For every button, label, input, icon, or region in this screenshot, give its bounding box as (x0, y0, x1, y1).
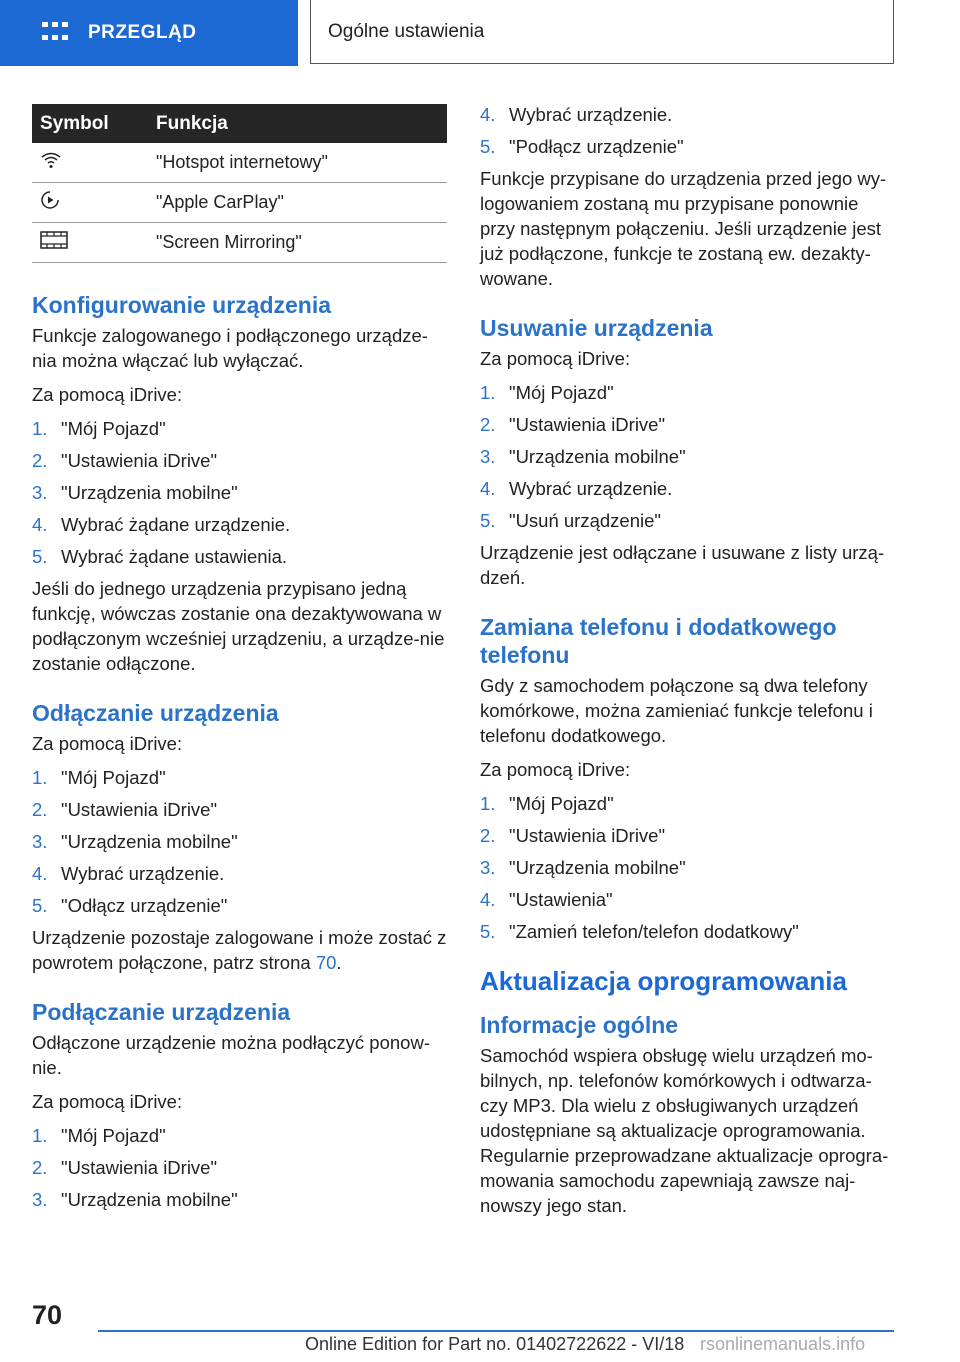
list-item: 4. Wybrać urządzenie. (480, 478, 673, 499)
paragraph: Samochód wspiera obsługę wielu urządzeń mo-bilnych, np. telefonów komórkowych i odtwarza-czy MP3. Dla wielu z obsługiwanych urządzeń udostępniane są aktualizacje oprogramowania. Regularnie przeprowadzane aktualizacje oprogra-mowania samochodu zapewniają zawsze naj-nowszy jego stan. (480, 1045, 889, 1216)
paragraph: Za pomocą iDrive: (32, 733, 183, 754)
heading-disconnect-device: Odłączanie urządzenia (32, 700, 279, 726)
paragraph: Funkcje przypisane do urządzenia przed jego wy-logowaniem zostaną mu przypisane ponownie przy następnym połączeniu. Jeśli urządzenie jest już podłączone, funkcje te zostaną ew. dezakty-wowane. (480, 168, 887, 289)
list-item: 4. Wybrać urządzenie. (480, 104, 673, 125)
list-item: 1. "Mój Pojazd" (480, 793, 614, 814)
list-item: 3. "Urządzenia mobilne" (480, 446, 686, 467)
heading-connect-device: Podłączanie urządzenia (32, 999, 291, 1025)
list-item: 2. "Ustawienia iDrive" (32, 799, 218, 820)
steps-list (32, 765, 448, 918)
grid-menu-icon (42, 22, 68, 44)
list-item: 1. "Mój Pojazd" (32, 1125, 166, 1146)
carplay-play-icon (40, 190, 60, 210)
heading-swap-phone: Zamiana telefonu i dodatkowego telefonu (480, 614, 837, 668)
table-cell-function: "Screen Mirroring" (156, 223, 447, 263)
list-item: 3. "Urządzenia mobilne" (32, 831, 238, 852)
steps-list (32, 416, 448, 569)
heading-configure-device: Konfigurowanie urządzenia (32, 292, 332, 318)
heading-remove-device: Usuwanie urządzenia (480, 315, 713, 341)
steps-list (32, 1123, 448, 1212)
overview-tab-label: PRZEGLĄD (88, 22, 197, 43)
list-item: 3. "Urządzenia mobilne" (480, 857, 686, 878)
steps-list (480, 380, 896, 533)
screen-mirroring-icon (40, 231, 68, 249)
list-item: 1. "Mój Pojazd" (32, 767, 166, 788)
overview-tab[interactable] (0, 0, 298, 66)
footer-edition: Online Edition for Part no. 01402722622 - VI/18 (305, 1334, 685, 1354)
table-header-symbol: Symbol (32, 104, 156, 143)
list-item: 5. "Odłącz urządzenie" (32, 895, 228, 916)
right-column (480, 102, 896, 1227)
table-row (32, 223, 447, 263)
wifi-hotspot-icon (40, 151, 62, 169)
footer-divider (98, 1330, 894, 1332)
heading-software-update: Aktualizacja oprogramowania (480, 966, 847, 996)
list-item: 5. "Usuń urządzenie" (480, 510, 661, 531)
subheading-general-info: Informacje ogólne (480, 1012, 679, 1038)
list-item: 5. Wybrać żądane ustawienia. (32, 546, 288, 567)
paragraph: Jeśli do jednego urządzenia przypisano jedną funkcję, wówczas zostanie ona dezaktywowana w podłączonym wcześniej urządzeniu, a urządze-nie zostanie odłączone. (32, 578, 445, 674)
table-row (32, 143, 447, 183)
section-tab[interactable] (310, 0, 894, 64)
list-item: 3. "Urządzenia mobilne" (32, 482, 238, 503)
paragraph: Odłączone urządzenie można podłączyć ponow-nie. (32, 1032, 430, 1078)
table-row (32, 183, 447, 223)
table-cell-function: "Hotspot internetowy" (156, 143, 447, 183)
symbol-table (32, 104, 447, 263)
list-item: 1. "Mój Pojazd" (32, 418, 166, 439)
table-header-function: Funkcja (156, 104, 447, 143)
list-item: 2. "Ustawienia iDrive" (32, 1157, 218, 1178)
paragraph: Funkcje zalogowanego i podłączonego urządze-nia można włączać lub wyłączać. (32, 325, 428, 371)
list-item: 2. "Ustawienia iDrive" (32, 450, 218, 471)
paragraph: Za pomocą iDrive: (32, 1091, 183, 1112)
section-tab-label: Ogólne ustawienia (328, 20, 485, 42)
list-item: 4. "Ustawienia" (480, 889, 613, 910)
list-item: 2. "Ustawienia iDrive" (480, 414, 666, 435)
page-link[interactable]: 70 (315, 952, 337, 973)
steps-list (480, 102, 896, 159)
footer-watermark: rsonlinemanuals.info (700, 1334, 866, 1354)
paragraph: Gdy z samochodem połączone są dwa telefony komórkowe, można zamieniać funkcje telefonu i telefonu dodatkowego. (480, 675, 873, 746)
page-number: 70 (32, 1300, 63, 1330)
list-item: 4. Wybrać żądane urządzenie. (32, 514, 291, 535)
list-item: 4. Wybrać urządzenie. (32, 863, 225, 884)
list-item: 5. "Podłącz urządzenie" (480, 136, 684, 157)
left-column (32, 104, 448, 1219)
list-item: 1. "Mój Pojazd" (480, 382, 614, 403)
paragraph: Za pomocą iDrive: (480, 348, 631, 369)
paragraph: Urządzenie jest odłączane i usuwane z listy urzą-dzeń. (480, 542, 885, 588)
paragraph: Za pomocą iDrive: (32, 384, 183, 405)
list-item: 3. "Urządzenia mobilne" (32, 1189, 238, 1210)
top-navigation (0, 0, 960, 66)
paragraph: Za pomocą iDrive: (480, 759, 631, 780)
list-item: 2. "Ustawienia iDrive" (480, 825, 666, 846)
paragraph: Urządzenie pozostaje zalogowane i może zostać z powrotem połączone, patrz strona 70. (32, 927, 447, 973)
steps-list (480, 791, 896, 944)
table-cell-function: "Apple CarPlay" (156, 183, 447, 223)
list-item: 5. "Zamień telefon/telefon dodatkowy" (480, 921, 799, 942)
